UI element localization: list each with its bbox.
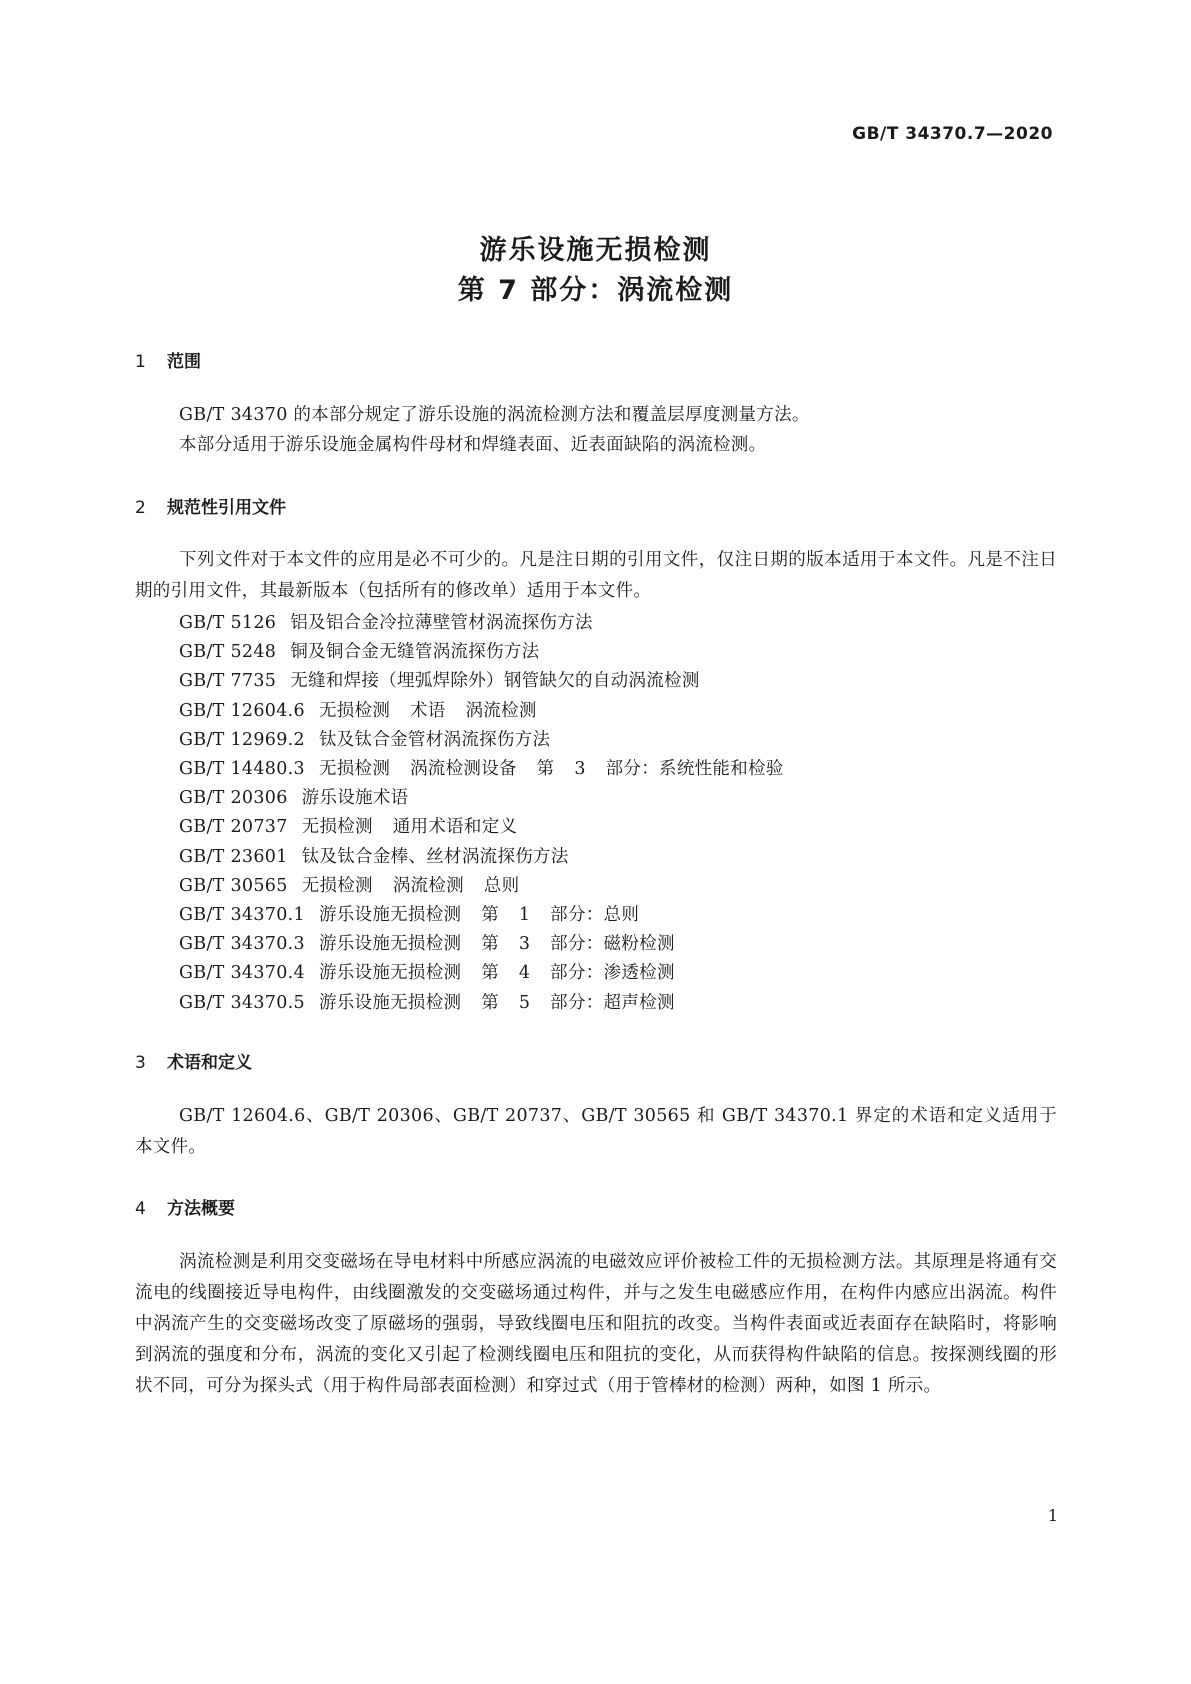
reference-title: 游乐设施无损检测 第 4 部分：渗透检测 — [318, 963, 675, 983]
reference-code: GB/T 5248 — [179, 642, 277, 662]
reference-item — [179, 959, 675, 984]
reference-code: GB/T 14480.3 — [179, 759, 305, 779]
reference-title: 游乐设施无损检测 第 5 部分：超声检测 — [318, 993, 675, 1013]
reference-item — [179, 755, 784, 780]
reference-code: GB/T 34370.3 — [179, 934, 305, 954]
section-2-heading — [135, 493, 286, 518]
reference-title: 铜及铜合金无缝管涡流探伤方法 — [290, 642, 540, 662]
reference-code: GB/T 23601 — [179, 847, 288, 867]
reference-item — [179, 989, 675, 1014]
reference-item — [179, 638, 539, 663]
section-number: 1 — [135, 352, 146, 372]
reference-code: GB/T 12604.6 — [179, 701, 305, 721]
reference-item — [179, 726, 550, 751]
section-number: 3 — [135, 1053, 146, 1073]
reference-code: GB/T 5126 — [179, 613, 277, 633]
reference-title: 游乐设施无损检测 第 3 部分：磁粉检测 — [318, 934, 675, 954]
section-2-intro: 下列文件对于本文件的应用是必不可少的。凡是注日期的引用文件，仅注日期的版本适用于本文件。凡是不注日期的引用文件，其最新版本（包括所有的修改单）适用于本文件。 — [135, 550, 1057, 601]
reference-title: 无损检测 术语 涡流检测 — [318, 701, 537, 721]
reference-code: GB/T 34370.4 — [179, 963, 305, 983]
reference-item — [179, 697, 537, 722]
section-1-heading — [135, 347, 201, 372]
section-1-paragraph-2: 本部分适用于游乐设施金属构件母材和焊缝表面、近表面缺陷的涡流检测。 — [179, 435, 767, 455]
reference-title: 无损检测 涡流检测 总则 — [301, 876, 520, 896]
reference-item — [179, 872, 519, 897]
reference-code: GB/T 34370.1 — [179, 905, 305, 925]
reference-code: GB/T 34370.5 — [179, 993, 305, 1013]
reference-title: 无缝和焊接（埋弧焊除外）钢管缺欠的自动涡流检测 — [290, 671, 700, 691]
reference-code: GB/T 20306 — [179, 788, 288, 808]
section-title: 规范性引用文件 — [167, 498, 286, 518]
reference-item — [179, 667, 700, 692]
section-title: 术语和定义 — [167, 1053, 252, 1073]
section-number: 2 — [135, 498, 146, 518]
reference-item — [179, 784, 408, 809]
reference-item — [179, 609, 593, 634]
reference-item — [179, 930, 675, 955]
document-title-line2: 第 7 部分：涡流检测 — [457, 275, 734, 306]
reference-title: 无损检测 通用术语和定义 — [301, 817, 518, 837]
reference-title: 钛及钛合金管材涡流探伤方法 — [318, 730, 551, 750]
section-4-paragraph: 涡流检测是利用交变磁场在导电材料中所感应涡流的电磁效应评价被检工件的无损检测方法。其原理是将通有交流电的线圈接近导电构件，由线圈激发的交变磁场通过构件，并与之发生电磁感应作用，在构件内感应出涡流。构件中涡流产生的交变磁场改变了原磁场的强弱，导致线圈电压和阻抗的改变。当构件表面或近表面存在缺陷时，将影响到涡流的强度和分布，涡流的变化又引起了检测线圈电压和阻抗的变化，从而获得构件缺陷的信息。按探测线圈的形状不同，可分为探头式（用于构件局部表面检测）和穿过式（用于管棒材的检测）两种，如图 1 所示。 — [135, 1252, 1057, 1396]
page-number: 1 — [1047, 1506, 1058, 1525]
reference-code: GB/T 30565 — [179, 876, 288, 896]
section-title: 方法概要 — [167, 1199, 235, 1219]
section-4-heading — [135, 1194, 235, 1219]
section-title: 范围 — [167, 352, 201, 372]
reference-title: 游乐设施术语 — [301, 788, 409, 808]
reference-item — [179, 901, 639, 926]
reference-code: GB/T 12969.2 — [179, 730, 305, 750]
section-3-paragraph: GB/T 12604.6、GB/T 20306、GB/T 20737、GB/T 30565 和 GB/T 34370.1 界定的术语和定义适用于本文件。 — [135, 1106, 1057, 1157]
reference-code: GB/T 20737 — [179, 817, 288, 837]
reference-title: 无损检测 涡流检测设备 第 3 部分：系统性能和检验 — [318, 759, 784, 779]
reference-code: GB/T 7735 — [179, 671, 277, 691]
reference-item — [179, 843, 569, 868]
section-3-heading — [135, 1048, 252, 1073]
section-1-paragraph-1: GB/T 34370 的本部分规定了游乐设施的涡流检测方法和覆盖层厚度测量方法。 — [179, 405, 810, 425]
reference-item — [179, 813, 517, 838]
reference-title: 钛及钛合金棒、丝材涡流探伤方法 — [301, 847, 569, 867]
reference-title: 游乐设施无损检测 第 1 部分：总则 — [318, 905, 640, 925]
document-title-line1: 游乐设施无损检测 — [479, 235, 712, 266]
reference-title: 铝及铝合金冷拉薄壁管材涡流探伤方法 — [290, 613, 593, 633]
section-number: 4 — [135, 1199, 146, 1219]
standard-code: GB/T 34370.7—2020 — [852, 124, 1053, 144]
